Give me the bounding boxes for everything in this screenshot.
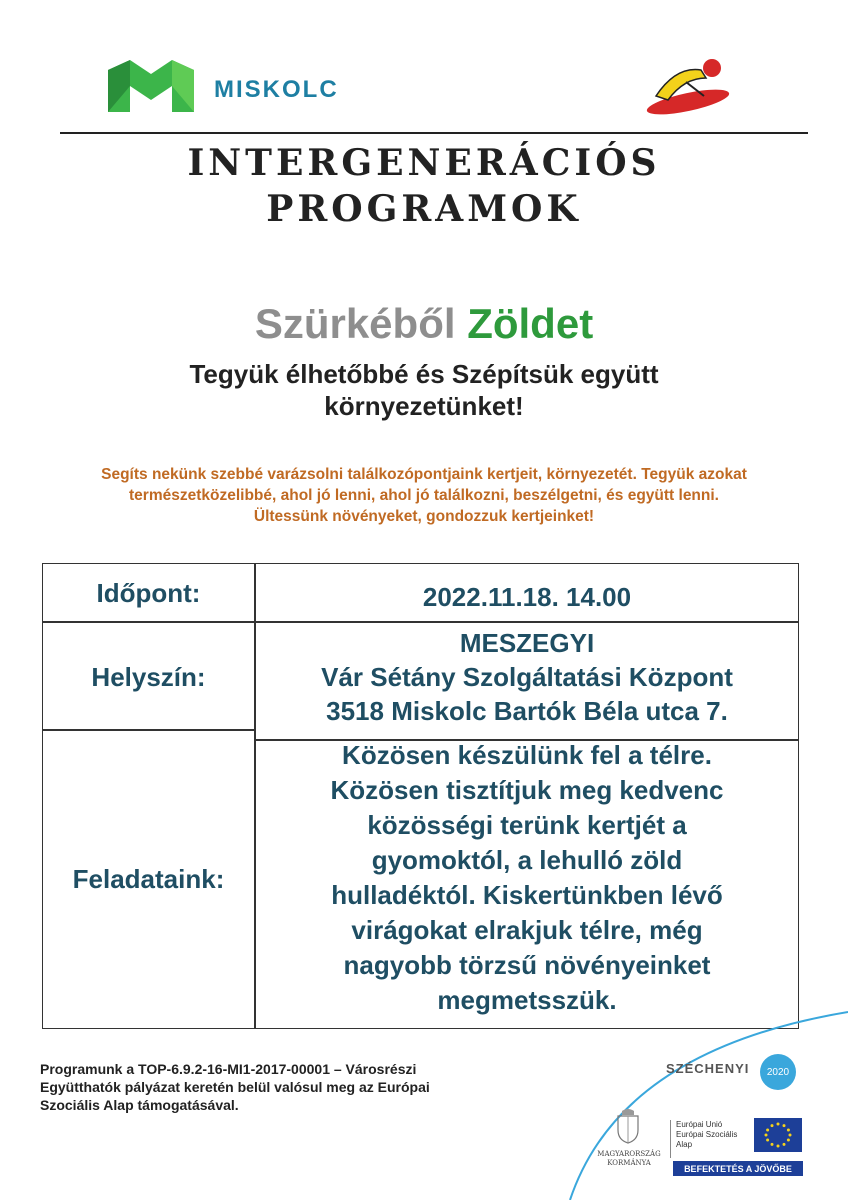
place-line: Vár Sétány Szolgáltatási Központ — [321, 662, 733, 692]
subtitle-line: környezetünket! — [324, 391, 524, 421]
tasks-value — [256, 738, 798, 1018]
headline — [0, 300, 848, 348]
snowboarder-mascot-icon — [646, 56, 730, 118]
funding-line: Programunk a TOP-6.9.2-16-MI1-2017-00001 – Városrészi — [40, 1061, 417, 1077]
subtitle-line: Tegyük élhetőbbé és Szépítsük együtt — [189, 359, 659, 389]
header-rule — [60, 132, 808, 134]
subtitle — [0, 358, 848, 422]
intro-line: Segíts nekünk szebbé varázsolni találkozópontjaink kertjeit, környezetét. Tegyük azokat — [101, 466, 747, 483]
tasks-line: Közösen készülünk fel a télre. — [342, 740, 712, 770]
title-line: PROGRAMOK — [266, 188, 582, 230]
funding-line: Együtthatók pályázat keretén belül valósul meg az Európai — [40, 1079, 430, 1095]
time-value: 2022.11.18. 14.00 — [422, 582, 632, 612]
tasks-line: közösségi terünk kertjét a — [367, 810, 687, 840]
invest-banner: BEFEKTETÉS A JÖVŐBE — [673, 1161, 803, 1176]
tasks-line: megmetsszük. — [437, 985, 617, 1015]
tasks-line: virágokat elrakjuk télre, még — [351, 915, 703, 945]
intro-line: Ültessünk növényeket, gondozzuk kertjeinket! — [253, 508, 595, 525]
time-label: Időpont: — [96, 578, 201, 608]
eu-line: Alap — [676, 1140, 693, 1149]
headline-grey: Szürkéből — [254, 300, 456, 347]
table-divider — [43, 621, 798, 623]
headline-green: Zöldet — [467, 300, 594, 347]
place-label: Helyszín: — [91, 662, 206, 692]
tasks-line: gyomoktól, a lehulló zöld — [371, 845, 683, 875]
tasks-line: hulladéktól. Kiskertünkben lévő — [331, 880, 723, 910]
szechenyi-2020-icon: 2020 — [760, 1054, 796, 1090]
intro-line: természetközelibbé, ahol jó lenni, ahol jó találkozni, beszélgetni, és együtt lenni. — [129, 487, 719, 504]
eu-flag-icon — [754, 1118, 802, 1152]
place-line: 3518 Miskolc Bartók Béla utca 7. — [326, 696, 728, 726]
miskolc-logo-icon — [108, 60, 194, 112]
eu-divider — [670, 1120, 671, 1158]
funding-text — [40, 1060, 490, 1114]
szechenyi-logo-text: SZÉCHENYI — [666, 1061, 750, 1076]
logo-text: MISKOLC — [214, 76, 339, 103]
tasks-label: Feladataink: — [72, 864, 225, 894]
tasks-line: Közösen tisztítjuk meg kedvenc — [330, 775, 724, 805]
gov-line: KORMÁNYA — [607, 1159, 651, 1167]
info-table — [42, 563, 799, 1029]
tasks-line: nagyobb törzsű növényeinket — [343, 950, 711, 980]
table-divider — [43, 729, 254, 731]
eu-text — [676, 1120, 737, 1150]
gov-line: MAGYARORSZÁG — [597, 1150, 661, 1158]
government-text — [584, 1150, 674, 1168]
place-line: MESZEGYI — [459, 628, 595, 658]
intro-text — [40, 464, 808, 527]
eu-line: Európai Unió — [676, 1120, 723, 1129]
funding-line: Szociális Alap támogatásával. — [40, 1097, 239, 1113]
eu-line: Európai Szociális — [676, 1130, 738, 1139]
hungarian-crest-icon — [616, 1108, 640, 1144]
place-value — [256, 626, 798, 728]
title-line: INTERGENERÁCIÓS — [187, 142, 661, 184]
page-title — [0, 140, 848, 232]
